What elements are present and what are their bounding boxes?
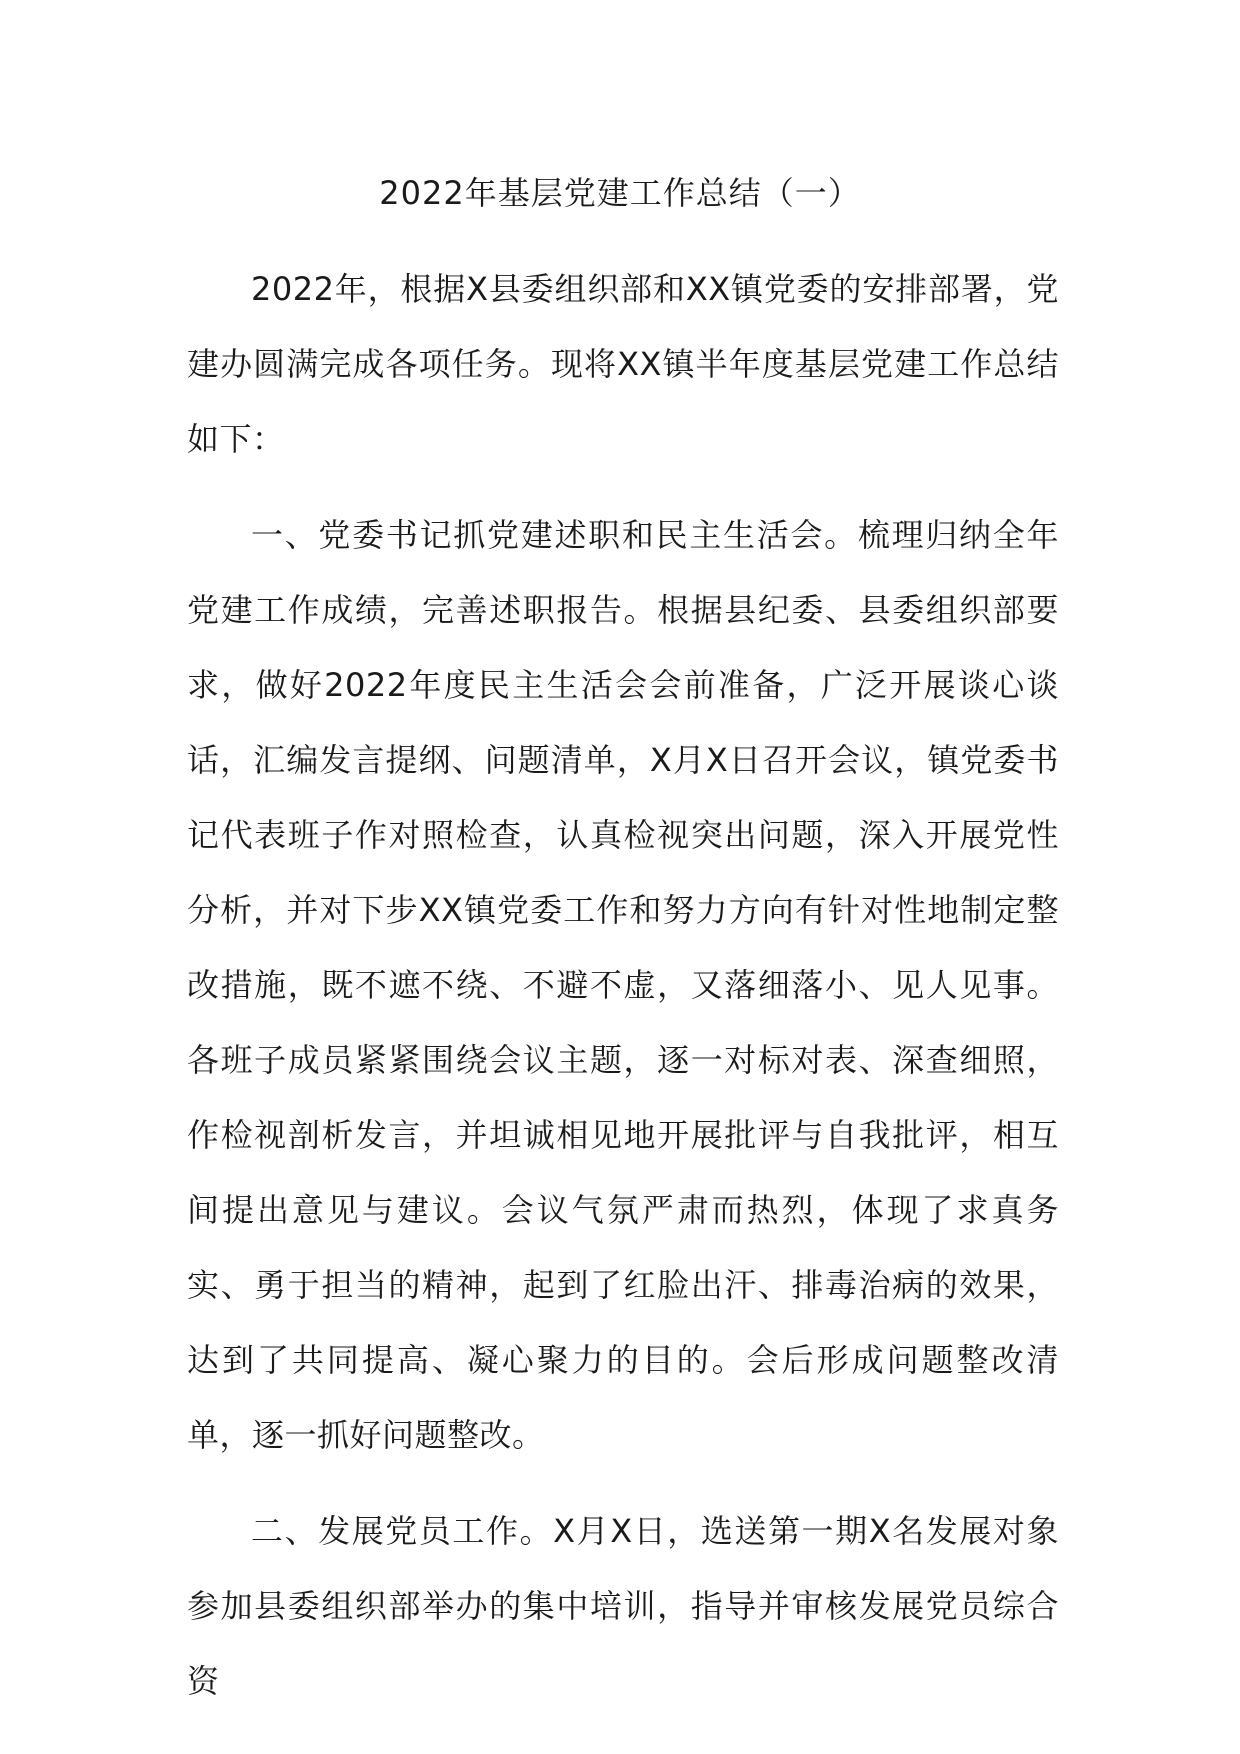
document-title: 2022年基层党建工作总结（一） [379,174,861,212]
paragraph-section-1: 一、党委书记抓党建述职和民主生活会。梳理归纳全年党建工作成绩，完善述职报告。根据县纪委、县委组织部要求，做好2022年度民主生活会会前准备，广泛开展谈心谈话，汇编发言提纲、问题清单，X月X日召开会议，镇党委书记代表班子作对照检查，认真检视突出问题，深入开展党性分析，并对下步XX镇党委工作和努力方向有针对性地制定整改措施，既不遮不绕、不避不虚，又落细落小、见人见事。各班子成员紧紧围绕会议主题，逐一对标对表、深查细照，作检视剖析发言，并坦诚相见地开展批评与自我批评，相互间提出意见与建议。会议气氛严肃而热烈，体现了求真务实、勇于担当的精神，起到了红脸出汗、排毒治病的效果，达到了共同提高、凝心聚力的目的。会后形成问题整改清单，逐一抓好问题整改。 [187,516,1059,1454]
paragraph-section-2: 二、发展党员工作。X月X日，选送第一期X名发展对象参加县委组织部举办的集中培训，指导并审核发展党员综合资 [187,1512,1059,1700]
paragraph-intro: 2022年，根据X县委组织部和XX镇党委的安排部署，党建办圆满完成各项任务。现将XX镇半年度基层党建工作总结如下： [187,270,1059,458]
document-body [187,252,1059,1740]
